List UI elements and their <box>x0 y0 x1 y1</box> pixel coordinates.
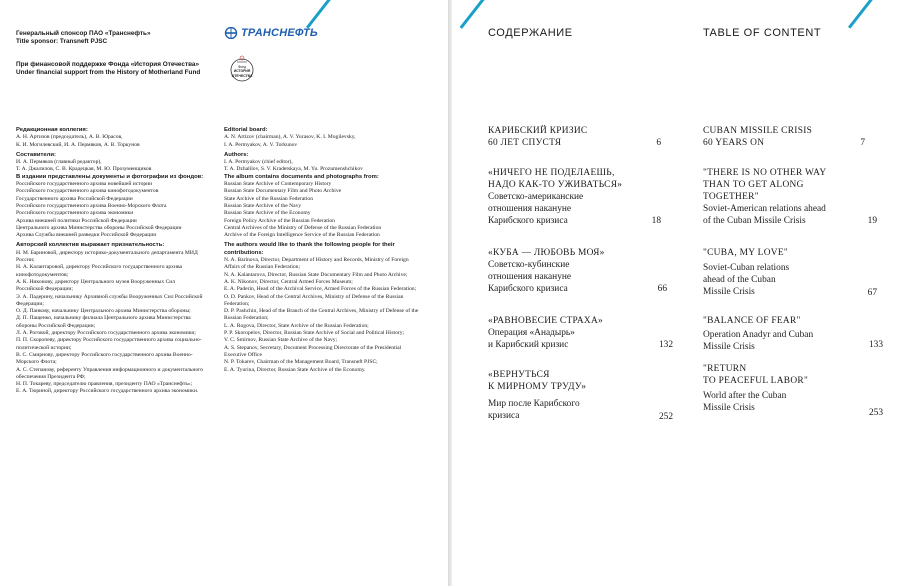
fund-logo-line1: ИСТОРИЯ <box>233 69 251 74</box>
en-board-line: A. N. Artizov (chairman), A. V. Yurasov, K. I. Mogilevsky, <box>224 134 356 141</box>
toc-subtitle: Мир после Карибского кризиса <box>488 399 580 421</box>
toc-entry-ru[interactable] <box>488 167 673 227</box>
en-thanks-line: A. S. Stepanov, Secretary, Document Processing Directorate of the Presidential Executive Office <box>224 344 402 358</box>
left-page <box>0 0 448 586</box>
en-thanks-head: The authors would like to thank the following people for their contributions: <box>224 242 395 256</box>
ru-thanks-head: Авторский коллектив выражает признательность: <box>16 242 165 249</box>
en-album-line: Central Archives of the Ministry of Defense of the Russian Federation <box>224 224 382 231</box>
en-thanks-line: O. D. Pankov, Head of the Central Archives, Ministry of Defense of the Russian Federation; <box>224 293 404 307</box>
ru-authors-head: Составители: <box>16 151 56 158</box>
toc-title: "BALANCE OF FEAR" <box>703 316 801 326</box>
support-block <box>16 61 226 78</box>
ru-thanks-line: Д. П. Пащенко, начальнику филиала Центрального архива Министерства обороны Российской Федерации; <box>16 315 191 329</box>
en-thanks-line: N. A. Kalantarova, Director, Russian State Documentary Film and Photo Archive; <box>224 271 408 278</box>
toc-title: «КУБА — ЛЮБОВЬ МОЯ» <box>488 248 605 258</box>
ru-album-line: Государственного архива Российской Федерации <box>16 195 133 202</box>
en-authors-line: I. A. Permyakov (chief editor), <box>224 159 293 166</box>
toc-entry-ru[interactable] <box>488 125 673 149</box>
ru-thanks-line: Н. А. Калантаровой, директору Российского государственного архива кинофотодокументов; <box>16 264 183 278</box>
support-en: Under financial support from the History of Motherland Fund <box>16 69 201 77</box>
en-thanks-line: E. A. Tyurina, Director, Russian State Archive of the Economy. <box>224 366 366 373</box>
ru-album-head: В издании представлены документы и фотографии из фондов: <box>16 173 204 180</box>
fund-logo-small: Фонд <box>237 65 247 69</box>
toc-title: КАРИБСКИЙ КРИЗИС 60 ЛЕТ СПУСТЯ <box>488 126 588 148</box>
ru-authors-line: Т. А. Джалилов, С. В. Крадецкая, М. Ю. Прозуменщиков <box>16 166 152 173</box>
toc-entry-ru[interactable] <box>488 247 673 295</box>
en-album-line: Archive of the Foreign Intelligence Service of the Russian Federation <box>224 232 380 239</box>
sponsor-block <box>16 30 216 47</box>
en-album-line: Russian State Archive of Contemporary History <box>224 181 332 188</box>
support-ru: При финансовой поддержке Фонда «История Отечества» <box>16 61 200 68</box>
en-thanks-line: E. A. Paderin, Head of the Archival Service, Armed Forces of the Russian Federation; <box>224 286 417 293</box>
fund-logo <box>229 54 255 88</box>
sponsor-en: Title sponsor: Transneft PJSC <box>16 38 108 46</box>
toc-title: "THERE IS NO OTHER WAY THAN TO GET ALONG TOGETHER" <box>703 168 827 202</box>
ru-thanks-line: А. С. Степанову, референту Управления информационного и документального обеспечения Президента РФ; <box>16 366 204 380</box>
ru-thanks-line: О. Д. Панкову, начальнику Центрального архива Министерства обороны; <box>16 308 191 315</box>
toc-page: 252 <box>658 412 673 422</box>
toc-heading-en: TABLE OF CONTENT <box>703 27 822 39</box>
en-thanks-line: L. A. Rogova, Director, State Archive of the Russian Federation; <box>224 322 369 329</box>
toc-subtitle: Soviet-American relations ahead of the Cuban Missile Crisis <box>703 204 826 226</box>
toc-subtitle: Советско-кубинские отношения накануне Карибского кризиса <box>488 260 572 294</box>
toc-entry-ru[interactable] <box>488 315 673 351</box>
en-album-line: Russian State Documentary Film and Photo Archive <box>224 188 342 195</box>
ru-album-line: Российского государственного архива Военно-Морского Флота <box>16 202 167 209</box>
en-board-line: I. A. Permyakov, A. V. Torkunov <box>224 141 298 148</box>
toc-entry-en[interactable] <box>703 247 877 299</box>
en-album-line: Russian State Archive of the Navy <box>224 202 302 209</box>
toc-page: 132 <box>658 340 673 350</box>
ru-board-line: А. Н. Артизов (председатель), А. В. Юрасов, <box>16 134 123 141</box>
ru-album-line: Центрального архива Министерства обороны Российской Федерации <box>16 224 182 231</box>
accent-slash <box>306 0 333 29</box>
credits-en <box>224 127 422 374</box>
toc-title: "CUBA, MY LOVE" <box>703 248 788 258</box>
toc-heading-ru: СОДЕРЖАНИЕ <box>488 27 573 39</box>
en-thanks-line: V. C. Smirnov, Russian State Archive of the Navy; <box>224 337 338 344</box>
toc-page: 253 <box>868 408 883 418</box>
ru-album-line: Российского государственного архива новейшей истории <box>16 181 153 188</box>
toc-subtitle: Soviet-Cuban relations ahead of the Cuban Missile Crisis <box>703 263 790 297</box>
ru-thanks-line: А. К. Никонову, директору Центрального музея Вооруженных Сил Российской Федерации; <box>16 278 176 293</box>
toc-page: 6 <box>656 138 661 148</box>
toc-page: 7 <box>860 138 865 148</box>
ru-thanks-line: Э. А. Падерину, начальнику Архивной службы Вооруженных Сил Российской Федерации; <box>16 293 203 307</box>
toc-subtitle: World after the Cuban Missile Crisis <box>703 391 787 413</box>
en-album-head: The album contains documents and photographs from: <box>224 173 379 180</box>
toc-title: «РАВНОВЕСИЕ СТРАХА» <box>488 316 604 326</box>
en-thanks-line: N. A. Barinova, Director, Department of History and Records, Ministry of Foreign Affairs of the Russian Federation; <box>224 257 409 271</box>
toc-entry-en[interactable] <box>703 315 883 351</box>
toc-page: 19 <box>867 216 877 226</box>
toc-subtitle: Operation Anadyr and Cuban Missile Crisis <box>703 330 814 352</box>
right-page <box>452 0 900 586</box>
toc-entry-en[interactable] <box>703 167 877 227</box>
toc-entry-ru[interactable] <box>488 369 673 423</box>
toc-title: «НИЧЕГО НЕ ПОДЕЛАЕШЬ, НАДО КАК-ТО УЖИВАТЬСЯ» <box>488 168 623 190</box>
sponsor-ru: Генеральный спонсор ПАО «Транснефть» <box>16 30 151 37</box>
en-thanks-line: D. P. Pashchin, Head of the Branch of the Central Archives, Ministry of Defense of the Russian Federation; <box>224 308 419 322</box>
toc-page: 67 <box>867 288 877 298</box>
ru-thanks-line: В. С. Смирнову, директору Российского государственного архива Военно-Морского Флота; <box>16 351 193 366</box>
en-album-line: State Archive of the Russian Federation <box>224 195 314 202</box>
ru-album-line: Российского государственного архива кинофотодокументов <box>16 188 159 195</box>
en-authors-line: T. A. Dzhalilov, S. V. Kradetskaya, M. Yu. Prozumenshchikov <box>224 166 363 173</box>
toc-title: «ВЕРНУТЬСЯ К МИРНОМУ ТРУДУ» <box>488 370 587 392</box>
toc-subtitle: Операция «Анадырь» и Карибский кризис <box>488 328 575 350</box>
transneft-logo-text: ТРАНСНЕФТЬ <box>241 27 318 39</box>
credits-ru <box>16 127 204 396</box>
toc-title: "RETURN TO PEACEFUL LABOR" <box>703 364 809 386</box>
ru-album-line: Архива Службы внешней разведки Российской Федерации <box>16 232 157 239</box>
accent-slash <box>848 0 875 29</box>
ru-thanks-line: Л. А. Роговой, директору Российского государственного архива экономики; <box>16 330 196 337</box>
toc-entry-en[interactable] <box>703 363 883 419</box>
transneft-mark-icon <box>224 27 238 39</box>
toc-page: 18 <box>651 216 661 226</box>
toc-title: CUBAN MISSILE CRISIS 60 YEARS ON <box>703 126 813 148</box>
toc-page: 133 <box>868 340 883 350</box>
toc-page: 66 <box>657 284 667 294</box>
toc-entry-en[interactable] <box>703 125 865 149</box>
en-thanks-line: N. P. Tokarev, Chairman of the Management Board, Transneft PJSC; <box>224 359 378 366</box>
ru-thanks-line: Н. П. Токареву, председателю правления, президенту ПАО «Транснефть»; <box>16 381 193 388</box>
toc-subtitle: Советско-американские отношения накануне Карибского кризиса <box>488 192 584 226</box>
ru-album-line: Архива внешней политики Российской Федерации <box>16 217 137 224</box>
accent-slash <box>460 0 486 29</box>
en-thanks-line: A. K. Nikonov, Director, Central Armed Forces Museum; <box>224 278 353 285</box>
ru-board-line: К. И. Могилевский, И. А. Пермяков, А. В. Торкунов <box>16 141 140 148</box>
ru-thanks-line: Е. А. Тюриной, директору Российского государственного архива экономики. <box>16 388 199 395</box>
en-album-line: Foreign Policy Archive of the Russian Federation <box>224 217 335 224</box>
ru-album-line: Российского государственного архива экономики <box>16 210 134 217</box>
ru-authors-line: И. А. Пермяков (главный редактор), <box>16 159 102 166</box>
fund-logo-line2: ОТЕЧЕСТВА <box>231 73 253 78</box>
ru-thanks-line: Н. М. Бариновой, директору историко-документального департамента МИД России; <box>16 249 198 264</box>
en-album-line: Russian State Archive of the Economy <box>224 210 311 217</box>
ru-board-head: Редакционная коллегия: <box>16 127 88 133</box>
en-board-head: Editorial board: <box>224 127 268 133</box>
transneft-logo <box>224 27 318 39</box>
en-thanks-line: P. P. Skoropelov, Director, Russian State Archive of Social and Political History; <box>224 330 405 337</box>
ru-thanks-line: П. П. Скоропеву, директору Российского государственного архива социально-политической истории; <box>16 337 202 351</box>
en-authors-head: Authors: <box>224 151 249 158</box>
